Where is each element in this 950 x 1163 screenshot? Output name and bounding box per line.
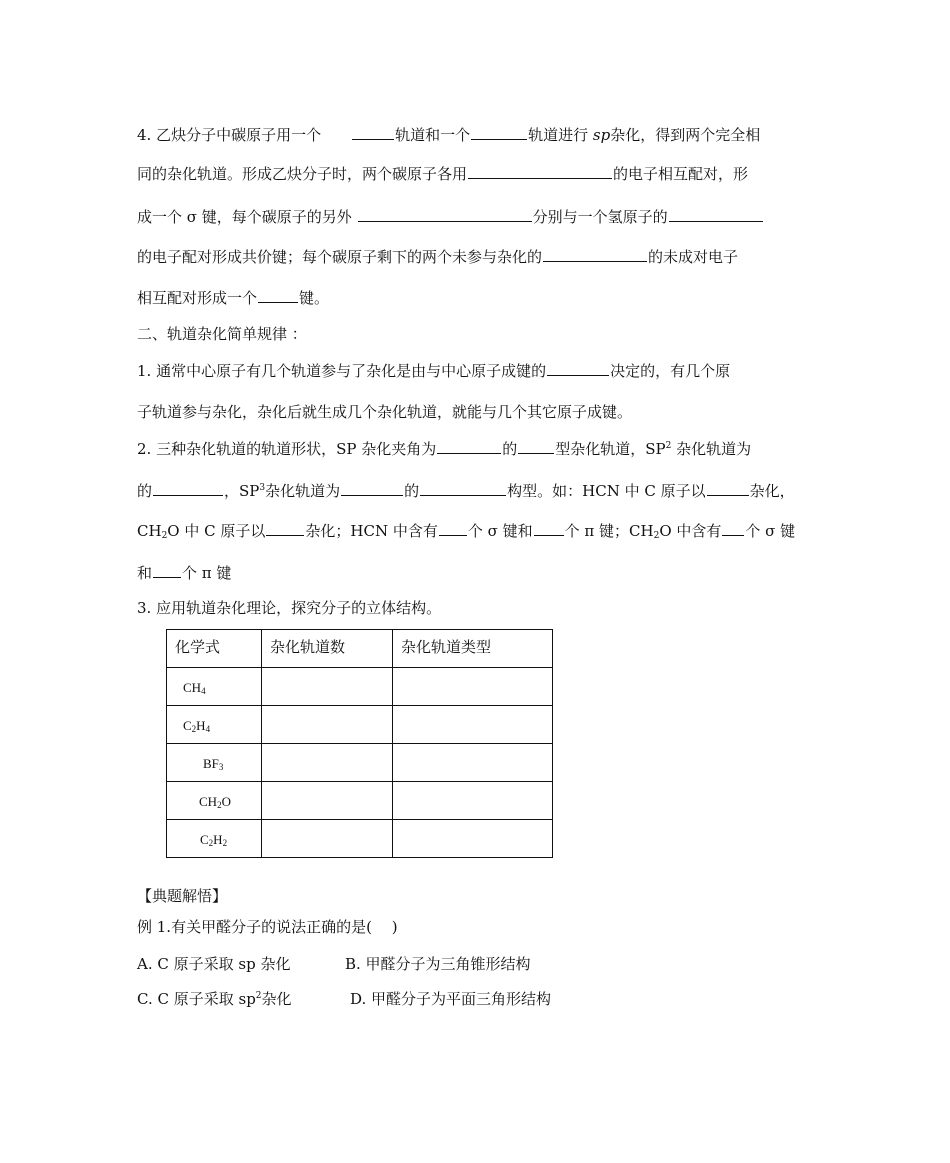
rule-1-line-2: 子轨道参与杂化，杂化后就生成几个杂化轨道，就能与几个其它原子成键。 [137,403,633,421]
orbital-count-cell[interactable] [262,706,393,744]
table-row [167,668,553,706]
blank[interactable] [153,562,181,578]
orbital-type-cell[interactable] [393,820,553,858]
orbital-type-cell[interactable] [393,744,553,782]
q4-line-4: 的电子配对形成共价键；每个碳原子剩下的两个未参与杂化的 的未成对电子 [137,248,739,266]
blank[interactable] [258,287,298,303]
blank[interactable] [352,124,394,140]
table-header-cell: 杂化轨道数 [262,630,393,668]
orbital-count-cell[interactable] [262,744,393,782]
blank[interactable] [439,520,467,536]
table-row [167,744,553,782]
blank[interactable] [547,360,609,376]
hybridization-table [166,629,553,858]
table-row [167,706,553,744]
formula-cell: $CH_4$ [167,668,262,706]
rule-2-line-2: 的 ，$SP^3$杂化轨道为 的 构型。如：HCN 中 C 原子以 杂化， [137,482,795,500]
q4-line-3: 成一个 σ 键，每个碳原子的另外 分别与一个氢原子的 [137,206,764,227]
table-header-row [167,630,553,668]
example-question: 例 1.有关甲醛分子的说法正确的是( ) [137,918,398,936]
blank[interactable] [468,163,612,179]
rule-2-line-3: $CH_2O$ 中 C 原子以 杂化；HCN 中含有 个 σ 键和 个 π 键；$CH_2O$ 中含有 个 σ 键 [137,522,796,541]
formula-cell: $CH_2O$ [167,782,262,820]
option-b[interactable]: B. 甲醛分子为三角锥形结构 [345,955,531,973]
blank[interactable] [669,206,763,222]
q4-line-5: 相互配对形成一个 键。 [137,289,330,307]
blank[interactable] [341,480,403,496]
formula-cell: $C_2H_4$ [167,706,262,744]
rule-3: 3. 应用轨道杂化理论，探究分子的立体结构。 [137,599,442,617]
option-c[interactable]: C. C 原子采取 $sp^2$杂化 [137,990,292,1008]
q4-line-2: 同的杂化轨道。形成乙炔分子时，两个碳原子各用 的电子相互配对，形 [137,165,749,183]
rule-1-line-1: 1. 通常中心原子有几个轨道参与了杂化是由与中心原子成键的 决定的，有几个原 [137,362,731,380]
example-heading: 【典题解悟】 [137,887,228,905]
rule-2-line-4: 和 个 π 键 [137,564,232,582]
blank[interactable] [543,246,647,262]
blank[interactable] [437,438,501,454]
table-row [167,820,553,858]
option-d[interactable]: D. 甲醛分子为平面三角形结构 [350,990,552,1008]
table-header-cell: 化学式 [167,630,262,668]
table-header-cell: 杂化轨道类型 [393,630,553,668]
formula-cell: $BF_3$ [167,744,262,782]
orbital-type-cell[interactable] [393,668,553,706]
blank[interactable] [266,520,304,536]
section-heading: 二、轨道杂化简单规律 ： [137,325,307,343]
blank[interactable] [518,438,554,454]
orbital-count-cell[interactable] [262,820,393,858]
blank[interactable] [471,124,527,140]
blank[interactable] [722,520,744,536]
blank[interactable] [707,480,749,496]
rule-2-line-1: 2. 三种杂化轨道的轨道形状，SP 杂化夹角为 的 型杂化轨道，$SP^2$ 杂化轨道为 [137,440,752,458]
orbital-type-cell[interactable] [393,782,553,820]
blank[interactable] [534,520,564,536]
formula-cell: $C_2H_2$ [167,820,262,858]
table-row [167,782,553,820]
orbital-count-cell[interactable] [262,668,393,706]
option-a[interactable]: A. C 原子采取 sp 杂化 [137,955,291,973]
blank[interactable] [153,480,223,496]
blank[interactable] [420,480,506,496]
orbital-count-cell[interactable] [262,782,393,820]
blank[interactable] [358,206,532,222]
orbital-type-cell[interactable] [393,706,553,744]
q4-line-1: 4. 乙炔分子中碳原子用一个 轨道和一个 轨道进行 sp杂化，得到两个完全相 [137,126,761,144]
